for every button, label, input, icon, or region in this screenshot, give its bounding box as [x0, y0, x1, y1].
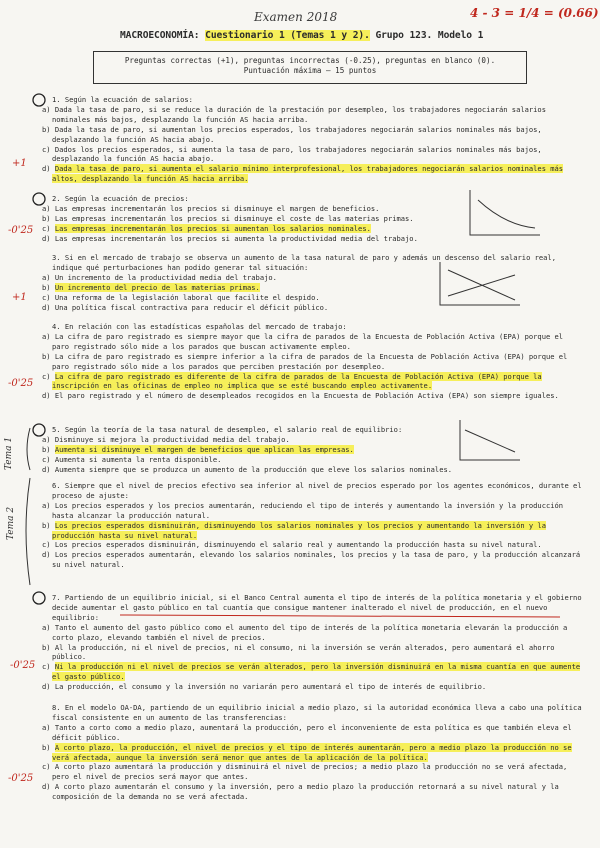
sketch-graph-q2 [470, 190, 540, 235]
option-b: b) A corto plazo, la producción, el nivel de precios y el tipo de interés aumentarán, pero a medio plazo la producción no se verá afectada, aunque la inversión será menor que antes de la aplicación de la política. [42, 742, 572, 762]
margin-mark-q7: -0'25 [10, 660, 36, 671]
option-b: b) Aumenta si disminuye el margen de beneficios que aplican las empresas. [42, 444, 354, 454]
option-d: d) A corto plazo aumentarán el consumo y la inversión, pero a medio plazo la producción retornará a su nivel natural y la composición de la demanda no se verá afectada. [42, 782, 559, 802]
question-stem: 3. Si en el mercado de trabajo se observa un aumento de la tasa natural de paro y además un descenso del salario real, indique qué perturbaciones han podido generar tal situación: [52, 253, 556, 272]
option-c: c) Las empresas incrementarán los precios si aumentan los salarios nominales. [42, 223, 371, 233]
option-c: c) La cifra de paro registrado es diferente de la cifra de parados de la Encuesta de Población Activa (EPA) porque la inscripción en las oficinas de empleo no implica que se esté buscando empleo activamente. [42, 371, 542, 391]
option-d: d) Una política fiscal contractiva para reducir el déficit público. [42, 302, 329, 312]
option-b: b) La cifra de paro registrado es siempre inferior a la cifra de parados de la Encuesta de Población Activa (EPA) porque el paro registrado sólo mide a los parados que perciben prestación por desempleo. [42, 351, 568, 371]
max-score: Puntuación máxima – 15 puntos [243, 65, 377, 75]
option-d: d) Dada la tasa de paro, si aumenta el salario mínimo interprofesional, los trabajadores negociarán salarios nominales más altos, desplazando la función AS hacia arriba. [42, 164, 564, 184]
answer-circle-q7 [33, 592, 45, 604]
option-b: b) Las empresas incrementarán los precios si disminuye el coste de las materias primas. [42, 213, 414, 223]
answer-circle-q5 [33, 424, 45, 436]
question-stem: 6. Siempre que el nivel de precios efectivo sea inferior al nivel de precios esperado por los agentes económicos, durante el proceso de ajuste: [52, 481, 582, 500]
margin-mark-q1: +1 [12, 158, 27, 169]
option-c: c) Ni la producción ni el nivel de precios se verán alterados, pero la inversión disminuirá en la misma cuantía en que aumente el gasto público. [42, 662, 581, 682]
margin-mark-q4: -0'25 [8, 378, 34, 389]
option-a: a) Dada la tasa de paro, si se reduce la duración de la prestación por desempleo, los trabajadores negociarán salarios nominales más bajos, desplazando la función AS hacia arriba. [42, 104, 546, 124]
option-c: c) Los precios esperados disminuirán, disminuyendo el salario real y aumentando la producción hasta su nivel natural. [42, 540, 542, 550]
question-stem: 8. En el modelo OA-DA, partiendo de un equilibrio inicial a medio plazo, si la autoridad económica lleva a cabo una política fiscal consistente en un aumento de las transferencias: [52, 703, 582, 722]
margin-mark-tema2: Tema 2 [6, 506, 16, 540]
sketch-brace-tema1 [27, 428, 30, 470]
option-a: a) Tanto el aumento del gasto público como el aumento del tipo de interés de la política monetaria elevarán la producción a corto plazo, elevando también el nivel de precios. [42, 622, 568, 642]
margin-mark-q3: +1 [12, 292, 27, 303]
option-a: a) Disminuye si mejora la productividad media del trabajo. [42, 434, 290, 444]
scoring-rules: Preguntas correctas (+1), preguntas incorrectas (-0.25), preguntas en blanco (0). [124, 56, 496, 65]
option-c: c) Dados los precios esperados, si aumenta la tasa de paro, los trabajadores negociarán salarios nominales más bajos, desplazando la función AS hacia abajo. [42, 144, 542, 164]
handwritten-exam-title: Examen 2018 [254, 10, 338, 24]
course-name: MACROECONOMÍA: [120, 30, 200, 41]
question-stem: 7. Partiendo de un equilibrio inicial, si el Banco Central aumenta el tipo de interés de la política monetaria y el gobierno decide aumentar el gasto público en tal cuantía que consigue mantener inalterado el nivel de producción, en el nuevo equilibrio: [52, 593, 582, 622]
option-d: d) El paro registrado y el número de desempleados recogidos en la Encuesta de Población Activa (EPA) son siempre iguales. [42, 391, 559, 401]
answer-circle-q2 [33, 193, 45, 205]
option-b: b) Los precios esperados disminuirán, disminuyendo los salarios nominales y los precios y aumentando la inversión y la producción hasta su nivel natural. [42, 520, 546, 540]
sketch-graph-q5 [460, 420, 520, 460]
questionnaire-name: Cuestionario 1 (Temas 1 y 2). [205, 30, 370, 41]
option-d: d) Aumenta siempre que se produzca un aumento de la producción que eleve los salarios nominales. [42, 464, 453, 474]
margin-mark-q8: -0'25 [8, 773, 34, 784]
underline-q7-stem [120, 615, 560, 617]
sketch-brace-tema2 [26, 478, 30, 585]
option-b: b) Al la producción, ni el nivel de precios, ni el consumo, ni la inversión se verán alterados, pero aumentará el ahorro público. [42, 642, 555, 662]
option-a: a) Las empresas incrementarán los precios si disminuye el margen de beneficios. [42, 203, 380, 213]
option-c: c) Una reforma de la legislación laboral que facilite el despido. [42, 292, 320, 302]
handwritten-score: 4 - 3 = 1/4 = (0.66) [470, 6, 599, 20]
question-stem: 5. Según la teoría de la tasa natural de desempleo, el salario real de equilibrio: [52, 425, 403, 434]
option-a: a) Un incremento de la productividad media del trabajo. [42, 272, 277, 282]
option-a: a) Tanto a corto como a medio plazo, aumentará la producción, pero el inconveniente de esta política es que también eleva el déficit público. [42, 722, 572, 742]
option-a: a) La cifra de paro registrado es siempre mayor que la cifra de parados de la Encuesta de Población Activa (EPA) porque el paro registrado sólo mide a los parados que buscan activamente empleo. [42, 331, 564, 351]
margin-mark-q2: -0'25 [8, 225, 34, 236]
group-model: Grupo 123. Modelo 1 [375, 30, 484, 41]
answer-circle-q1 [33, 94, 45, 106]
option-d: d) Las empresas incrementarán los precios si aumenta la productividad media del trabajo. [42, 233, 418, 243]
option-c: c) A corto plazo aumentará la producción y disminuirá el nivel de precios; a medio plazo la producción no se verá afectada, pero el nivel de precios será mayor que antes. [42, 762, 568, 782]
question-stem: 1. Según la ecuación de salarios: [52, 95, 193, 104]
sketch-graph-q3 [440, 262, 520, 305]
option-d: d) La producción, el consumo y la inversión no variarán pero aumentará el tipo de interés de equilibrio. [42, 682, 487, 692]
option-a: a) Los precios esperados y los precios aumentarán, reduciendo el tipo de interés y aumentando la inversión y la producción hasta alcanzar la producción natural. [42, 500, 564, 520]
option-c: c) Aumenta si aumenta la renta disponible. [42, 454, 222, 464]
margin-mark-tema1: Tema 1 [4, 436, 14, 470]
question-stem: 2. Según la ecuación de precios: [52, 194, 189, 203]
option-b: b) Dada la tasa de paro, si aumentan los precios esperados, los trabajadores negociarán salarios nominales más bajos, desplazando la función AS hacia abajo. [42, 124, 542, 144]
option-d: d) Los precios esperados aumentarán, elevando los salarios nominales, los precios y la tasa de paro, y la producción alcanzará su nivel natural. [42, 550, 581, 570]
question-stem: 4. En relación con las estadísticas españolas del mercado de trabajo: [52, 322, 347, 331]
option-b: b) Un incremento del precio de las materias primas. [42, 282, 260, 292]
